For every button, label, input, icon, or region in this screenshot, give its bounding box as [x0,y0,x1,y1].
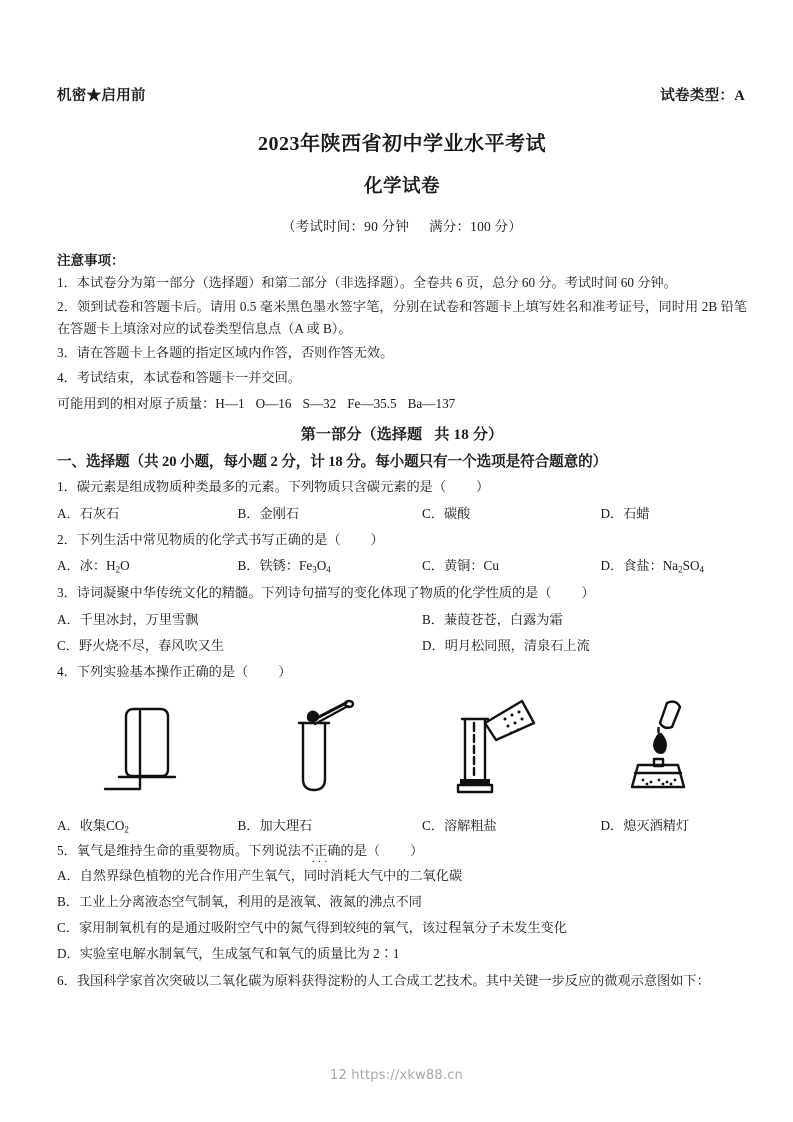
page-header [57,84,747,105]
question-2-stem [57,529,747,551]
question-4-option-labels [57,815,747,835]
question-1-option-b[interactable]: B．金刚石 [237,505,300,521]
option-a-text: A．冰：H [57,558,116,574]
page-title: 2023年陕西省初中学业水平考试 [258,133,546,155]
question-4-option-b[interactable] [230,815,403,835]
atomic-mass-s: S—32 [302,395,337,411]
part-one-label: 第一部分（选择题 [300,427,423,443]
question-2-option-b[interactable] [230,555,403,577]
question-3-option-a[interactable]: A．千里冰封，万里雪飘 [57,611,199,627]
relative-atomic-mass-line [57,393,747,414]
option-a-label: A．收集CO [57,818,125,834]
notice-item: 1．本试卷分为第一部分（选择题）和第二部分（非选择题）。全卷共 6 页，总分 60 分。考试时间 60 分钟。 [57,275,677,290]
atomic-mass-fe: Fe—35.5 [347,395,397,411]
question-1-option-d[interactable]: D．石蜡 [600,505,650,521]
question-5-option-a[interactable]: A．自然界绿色植物的光合作用产生氧气，同时消耗大气中的二氧化碳 [57,868,463,884]
measuring-cylinder-with-funnel-icon [438,697,538,802]
atomic-mass-label: 可能用到的相对原子质量： [57,395,216,411]
option-a-sub1: 2 [115,564,121,575]
question-5-stem [57,840,747,862]
notice-item: 4．考试结束，本试卷和答题卡一并交回。 [57,369,301,385]
atomic-mass-ba: Ba—137 [407,395,456,411]
paper-type-label: 试卷类型：A [660,88,745,104]
question-5-stem-close: ） [410,842,424,858]
section-heading-multiple-choice: 一、选择题（共 20 小题，每小题 2 分，计 18 分。每小题只有一个选项是符合题意的） [57,454,608,470]
option-b-text: B．铁锈：Fe [237,558,313,574]
option-d-label: D．熄灭酒精灯 [600,818,690,834]
question-4-option-a[interactable] [57,815,230,835]
notice-item: 3．请在答题卡上各题的指定区域内作答，否则作答无效。 [57,345,394,361]
option-a-label-sub: 2 [124,824,129,835]
question-5-option-c[interactable]: C．家用制氧机有的是通过吸附空气中的氮气得到较纯的氧气，该过程氧分子未发生变化 [57,920,567,936]
option-c-text: C．黄铜：Cu [422,558,499,574]
exam-total-score: 满分：100 分） [429,219,522,234]
question-4-figures [57,694,747,802]
question-3-option-d[interactable]: D．明月松同照，清泉石上流 [422,637,590,653]
confidential-label: 机密★启用前 [57,88,146,104]
atomic-mass-h: H—1 [215,395,245,411]
option-b-sub2: 4 [326,564,331,575]
test-tube-with-tongs-icon [270,697,362,802]
figure-cell-c [402,694,575,802]
atomic-mass-o: O—16 [255,395,292,411]
question-2-stem-close: ） [370,531,384,547]
question-5-emphasis: 不正确 ··· [301,843,341,858]
figure-cell-a [57,694,230,802]
page-subtitle: 化学试卷 [363,177,440,197]
question-5-option-b[interactable]: B．工业上分离液态空气制氧，利用的是液氧、液氮的沸点不同 [57,894,422,910]
question-1-stem-close: ） [476,479,490,494]
question-1-stem [57,476,747,498]
question-2-option-c[interactable] [402,555,575,577]
notice-item: 2．领到试卷和答题卡后。请用 0.5 毫米黑色墨水签字笔，分别在试卷和答题卡上填写姓名和准考证号，同时用 2B 铅笔在答题卡上填涂对应的试卷类型信息点（A 或 B）。 [57,299,747,336]
option-c-label: C．溶解粗盐 [422,818,497,834]
exam-meta [57,215,747,235]
option-d-mid: SO [682,558,700,574]
alcohol-lamp-with-cap-icon [615,697,707,802]
question-4-option-c[interactable] [402,815,575,835]
part-one-score: 共 18 分） [434,427,504,443]
figure-cell-b [230,694,403,802]
question-1-option-c[interactable]: C．碳酸 [422,505,471,521]
question-4-option-d[interactable] [575,815,748,835]
question-3-option-c[interactable]: C．野火烧不尽，春风吹又生 [57,637,225,653]
question-6-stem: 6．我国科学家首次突破以二氧化碳为原料获得淀粉的人工合成工艺技术。其中关键一步反应的微观示意图如下： [57,972,710,988]
question-4-stem-text: 4．下列实验基本操作正确的是（ [57,663,249,679]
question-3-stem [57,582,747,604]
option-b-mid: O [316,558,327,574]
question-2-stem-text: 2．下列生活中常见物质的化学式书写正确的是（ [57,531,341,547]
gas-collection-bottle-icon [97,697,189,802]
option-b-sub1: 3 [312,564,317,575]
question-1-stem-text: 1．碳元素是组成物质种类最多的元素。下列物质只含碳元素的是（ [57,479,447,494]
question-3-stem-text: 3．诗词凝聚中华传统文化的精髓。下列诗句描写的变化体现了物质的化学性质的是（ [57,585,552,600]
question-5-stem-text: 5．氧气是维持生命的重要物质。下列说法 [57,842,301,858]
option-d-sub2: 4 [699,564,704,575]
question-1-options [57,503,747,524]
question-2-option-d[interactable] [575,555,748,577]
watermark: 12 https://xkw88.cn [330,1068,463,1083]
option-d-sub1: 2 [678,564,683,575]
question-3-options-row-2 [57,635,747,656]
question-3-option-b[interactable]: B．蒹葭苍苍，白露为霜 [422,611,563,627]
figure-cell-d [575,694,748,802]
question-2-option-a[interactable] [57,555,230,577]
notice-title: 注意事项： [57,253,125,268]
part-one-heading [57,423,747,444]
question-1-option-a[interactable]: A．石灰石 [57,505,120,521]
option-b-label: B．加大理石 [237,818,313,834]
question-5-options [57,865,747,965]
question-5-option-d[interactable]: D．实验室电解水制氧气，生成氢气和氧气的质量比为 2∶1 [57,946,400,962]
option-a-mid: O [120,558,130,574]
question-3-stem-close: ） [581,585,595,600]
exam-duration: （考试时间：90 分钟 [281,219,410,234]
question-4-stem-close: ） [278,663,292,679]
question-3-options-row-1 [57,609,747,630]
question-5-stem-tail: 的是（ [340,842,381,858]
question-4-stem [57,661,747,683]
option-d-text: D．食盐：Na [600,558,679,574]
question-2-options [57,555,747,577]
